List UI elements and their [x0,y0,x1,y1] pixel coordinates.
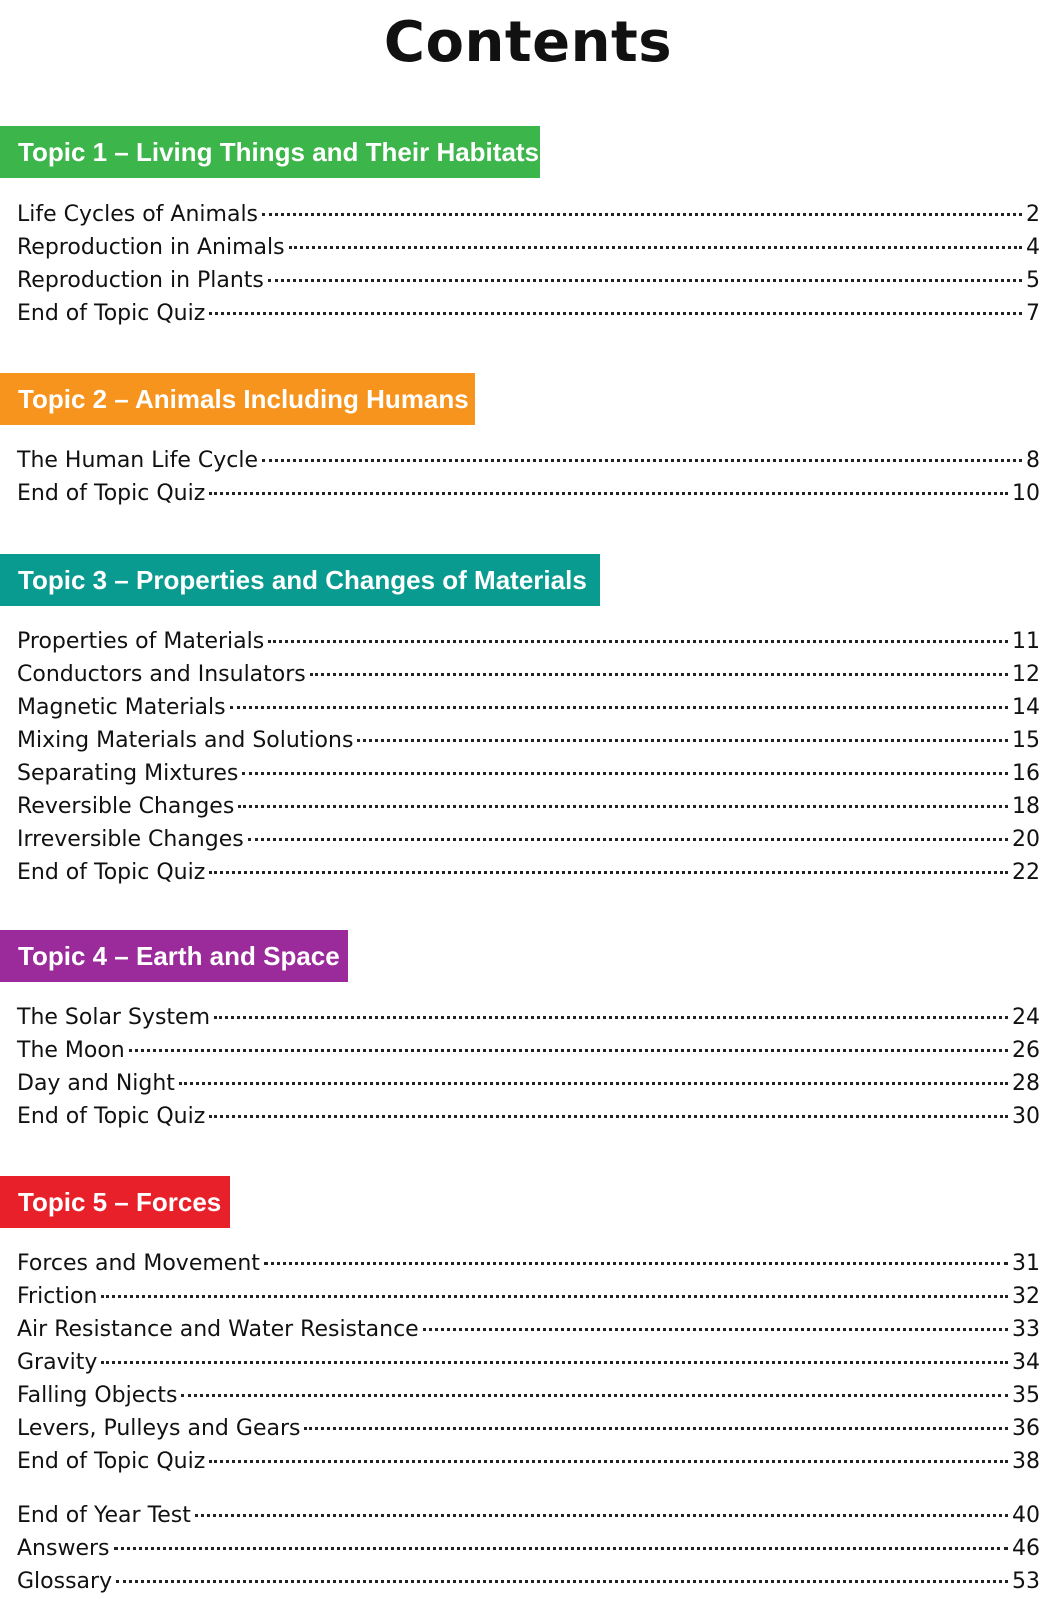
dot-leader [242,772,1008,775]
entry-page-number: 40 [1012,1503,1040,1528]
entry-label: Answers [17,1536,110,1561]
dot-leader [268,279,1022,282]
entry-label: Separating Mixtures [17,761,239,786]
entry-label: End of Topic Quiz [17,1104,206,1129]
dot-leader [238,805,1008,808]
dot-leader [264,1262,1008,1265]
entry-page-number: 16 [1012,761,1040,786]
entry-label: Properties of Materials [17,629,265,654]
entry-label: Magnetic Materials [17,695,226,720]
topic-5-heading: Topic 5 – Forces [0,1176,230,1228]
topic-2-heading: Topic 2 – Animals Including Humans [0,373,475,425]
dot-leader [209,492,1008,495]
entry-label: Reversible Changes [17,794,235,819]
toc-entry-topic-1-quiz[interactable] [17,298,1040,330]
entry-label: Reproduction in Animals [17,235,285,260]
toc-entry-reversible-changes[interactable] [17,791,1040,823]
toc-entry-separating-mixtures[interactable] [17,758,1040,790]
toc-entry-forces-and-movement[interactable] [17,1248,1040,1280]
entry-page-number: 53 [1012,1569,1040,1594]
dot-leader [209,312,1022,315]
entry-page-number: 28 [1012,1071,1040,1096]
entry-page-number: 8 [1026,448,1040,473]
entry-label: Glossary [17,1569,113,1594]
toc-entry-levers-pulleys-gears[interactable] [17,1413,1040,1445]
entry-label: Conductors and Insulators [17,662,306,687]
entry-label: End of Topic Quiz [17,860,206,885]
toc-entry-answers[interactable] [17,1533,1040,1565]
entry-label: End of Topic Quiz [17,1449,206,1474]
toc-entry-life-cycles-of-animals[interactable] [17,199,1040,231]
entry-label: The Solar System [17,1005,211,1030]
entry-page-number: 26 [1012,1038,1040,1063]
dot-leader [423,1328,1008,1331]
dot-leader [268,640,1008,643]
entry-label: Reproduction in Plants [17,268,264,293]
dot-leader [209,1115,1008,1118]
entry-page-number: 46 [1012,1536,1040,1561]
dot-leader [304,1427,1008,1430]
entry-label: Air Resistance and Water Resistance [17,1317,419,1342]
toc-entry-glossary[interactable] [17,1566,1040,1598]
toc-entry-falling-objects[interactable] [17,1380,1040,1412]
entry-page-number: 20 [1012,827,1040,852]
entry-page-number: 14 [1012,695,1040,720]
toc-entry-solar-system[interactable] [17,1002,1040,1034]
topic-1-heading: Topic 1 – Living Things and Their Habitats [0,126,540,178]
entry-page-number: 15 [1012,728,1040,753]
dot-leader [209,1460,1008,1463]
dot-leader [101,1361,1008,1364]
entry-page-number: 30 [1012,1104,1040,1129]
toc-entry-friction[interactable] [17,1281,1040,1313]
entry-page-number: 7 [1026,301,1040,326]
dot-leader [310,673,1008,676]
toc-entry-properties-of-materials[interactable] [17,626,1040,658]
toc-entry-magnetic-materials[interactable] [17,692,1040,724]
entry-page-number: 18 [1012,794,1040,819]
dot-leader [214,1016,1008,1019]
dot-leader [262,213,1022,216]
entry-page-number: 36 [1012,1416,1040,1441]
dot-leader [195,1514,1008,1517]
entry-label: Irreversible Changes [17,827,244,852]
entry-page-number: 10 [1012,481,1040,506]
entry-label: Gravity [17,1350,98,1375]
entry-label: The Moon [17,1038,125,1063]
entry-page-number: 2 [1026,202,1040,227]
entry-label: Mixing Materials and Solutions [17,728,354,753]
dot-leader [129,1049,1008,1052]
entry-page-number: 11 [1012,629,1040,654]
entry-page-number: 4 [1026,235,1040,260]
entry-label: Life Cycles of Animals [17,202,259,227]
entry-label: Levers, Pulleys and Gears [17,1416,301,1441]
toc-entry-day-and-night[interactable] [17,1068,1040,1100]
entry-label: End of Topic Quiz [17,481,206,506]
toc-entry-topic-5-quiz[interactable] [17,1446,1040,1478]
dot-leader [101,1295,1008,1298]
toc-entry-reproduction-in-plants[interactable] [17,265,1040,297]
dot-leader [209,871,1008,874]
topic-3-heading: Topic 3 – Properties and Changes of Materials [0,554,600,606]
dot-leader [116,1580,1008,1583]
toc-entry-reproduction-in-animals[interactable] [17,232,1040,264]
dot-leader [262,459,1022,462]
topic-4-heading: Topic 4 – Earth and Space [0,930,348,982]
dot-leader [114,1547,1009,1550]
dot-leader [181,1394,1008,1397]
toc-entry-mixing-materials[interactable] [17,725,1040,757]
entry-page-number: 32 [1012,1284,1040,1309]
entry-label: Falling Objects [17,1383,178,1408]
entry-page-number: 12 [1012,662,1040,687]
entry-page-number: 24 [1012,1005,1040,1030]
entry-label: The Human Life Cycle [17,448,259,473]
toc-entry-gravity[interactable] [17,1347,1040,1379]
entry-label: Day and Night [17,1071,175,1096]
entry-page-number: 5 [1026,268,1040,293]
dot-leader [230,706,1008,709]
entry-label: Forces and Movement [17,1251,260,1276]
toc-entry-air-and-water-resistance[interactable] [17,1314,1040,1346]
entry-page-number: 22 [1012,860,1040,885]
dot-leader [357,739,1008,742]
dot-leader [179,1082,1008,1085]
toc-entry-end-of-year-test[interactable] [17,1500,1040,1532]
toc-entry-irreversible-changes[interactable] [17,824,1040,856]
toc-entry-topic-2-quiz[interactable] [17,478,1040,510]
dot-leader [289,246,1022,249]
toc-entry-topic-3-quiz[interactable] [17,857,1040,889]
toc-entry-human-life-cycle[interactable] [17,445,1040,477]
entry-page-number: 38 [1012,1449,1040,1474]
page-title: Contents [383,10,673,75]
dot-leader [248,838,1008,841]
entry-label: Friction [17,1284,98,1309]
toc-entry-conductors-and-insulators[interactable] [17,659,1040,691]
entry-label: End of Year Test [17,1503,191,1528]
toc-entry-topic-4-quiz[interactable] [17,1101,1040,1133]
entry-page-number: 35 [1012,1383,1040,1408]
entry-page-number: 33 [1012,1317,1040,1342]
entry-label: End of Topic Quiz [17,301,206,326]
entry-page-number: 31 [1012,1251,1040,1276]
entry-page-number: 34 [1012,1350,1040,1375]
toc-entry-the-moon[interactable] [17,1035,1040,1067]
